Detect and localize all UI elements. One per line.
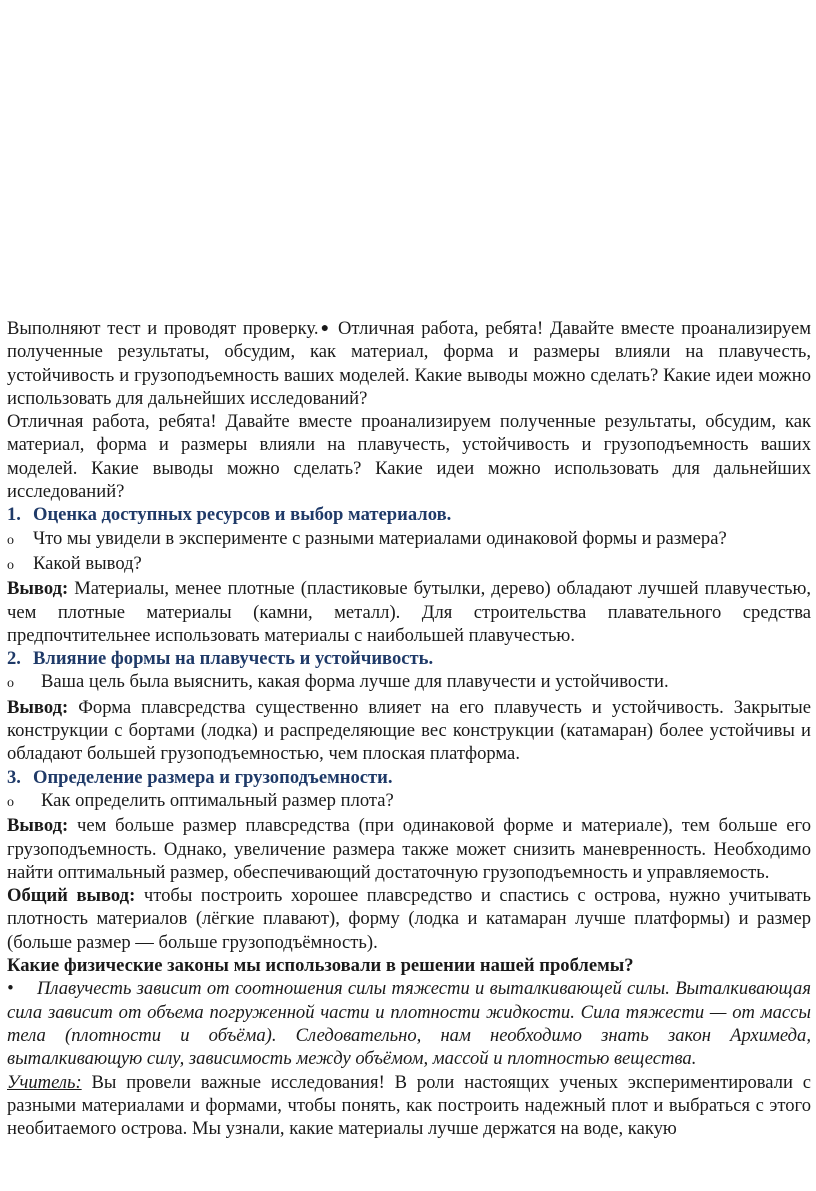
teacher-label: Учитель: (7, 1071, 82, 1093)
section-3-conclusion (7, 814, 811, 884)
section-3-title: Определение размера и грузоподъемности. (33, 766, 393, 788)
circle-bullet-icon: o (7, 557, 14, 573)
intro-paragraph (7, 317, 811, 410)
intro-rest: Отличная работа, ребята! Давайте вместе проанализируем полученные результаты, обсудим, как материал, форма и размеры влияли на плавучесть, устойчивость и грузоподъемность ваших моделей. Какие выводы можно сделать? Какие идеи можно использовать для дальнейших исследований? (7, 318, 811, 409)
circle-bullet-icon: o (7, 676, 14, 692)
general-conclusion-label: Общий вывод: (7, 885, 136, 907)
circle-bullet-icon: o (7, 794, 14, 810)
section-2-question-1 (7, 670, 811, 695)
intro-start: Выполняют тест и проводят проверку. (7, 318, 319, 339)
laws-answer-text: Плавучесть зависит от соотношения силы тяжести и выталкивающей силы. Выталкивающая сила зависит от объема погруженной части и плотности жидкости. Сила тяжести — от массы тела (плотности и объёма). Следовательно, нам необходимо знать закон Архимеда, выталкивающую силу, зависимость между объёмом, массой и плотностью вещества. (7, 978, 811, 1070)
section-3-question-1 (7, 789, 811, 814)
circle-bullet-icon: o (7, 532, 14, 548)
teacher-text: Вы провели важные исследования! В роли настоящих ученых экспериментировали с разными материалами и формами, чтобы понять, как построить надежный плот и выбраться с этого необитаемого острова. Мы узнали, какие материалы лучше держатся на воде, какую (7, 1071, 811, 1140)
bullet-icon: • (7, 978, 14, 1000)
laws-question: Какие физические законы мы использовали в решении нашей проблемы? (7, 955, 634, 977)
conclusion-text: Материалы, менее плотные (пластиковые бутылки, дерево) обладают лучшей плавучестью, чем плотные материалы (камни, металл). Для строительства плавательного средства предпочтительнее использовать материалы с наибольшей плавучестью. (7, 578, 811, 646)
general-conclusion-text: чтобы построить хорошее плавсредство и спастись с острова, нужно учитывать плотность материалов (лёгкие плавают), форму (лодка и катамаран лучше платформы) и размер (больше размер — больше грузоподъёмность). (7, 885, 811, 953)
section-1-title: Оценка доступных ресурсов и выбор материалов. (33, 504, 452, 526)
section-2-number: 2. (7, 648, 21, 670)
section-1-number: 1. (7, 504, 21, 526)
section-3-number: 3. (7, 766, 21, 788)
document-page (7, 317, 811, 1140)
section-1-conclusion (7, 577, 811, 647)
conclusion-text: Форма плавсредства существенно влияет на его плавучесть и устойчивость. Закрытые конструкции с бортами (лодка) и распределяющие вес конструкции (катамаран) более устойчивы и обладают большей грузоподъемностью, чем плоская платформа. (7, 696, 811, 765)
section-3-heading (7, 766, 811, 789)
question-text: Как определить оптимальный размер плота? (41, 789, 394, 811)
teacher-remark (7, 1071, 811, 1141)
section-1-question-1 (7, 527, 811, 552)
laws-answer (7, 977, 811, 1070)
question-text: Что мы увидели в эксперименте с разными материалами одинаковой формы и размера? (33, 527, 727, 549)
conclusion-text: чем больше размер плавсредства (при одинаковой форме и материале), тем больше его грузоподъемность. Однако, увеличение размера также может снизить маневренность. Необходимо найти оптимальный размер, обеспечивающий достаточную грузоподъемность и управляемость. (7, 815, 811, 883)
bullet-dot-icon: ● (318, 321, 332, 336)
section-2-heading (7, 647, 811, 670)
question-text: Ваша цель была выяснить, какая форма лучше для плавучести и устойчивости. (41, 671, 669, 693)
question-text: Какой вывод? (33, 552, 142, 574)
section-2-conclusion (7, 696, 811, 766)
conclusion-label: Вывод: (7, 578, 69, 600)
section-2-title: Влияние формы на плавучесть и устойчивость. (33, 648, 434, 670)
section-1-heading (7, 503, 811, 526)
general-conclusion (7, 884, 811, 954)
conclusion-label: Вывод: (7, 696, 69, 718)
praise-paragraph: Отличная работа, ребята! Давайте вместе проанализируем полученные результаты, обсудим, как материал, форма и размеры влияли на плавучесть, устойчивость и грузоподъемность ваших моделей. Какие выводы можно сделать? Какие идеи можно использовать для дальнейших исследований? (7, 411, 811, 503)
conclusion-label: Вывод: (7, 815, 69, 837)
section-1-question-2 (7, 552, 811, 577)
